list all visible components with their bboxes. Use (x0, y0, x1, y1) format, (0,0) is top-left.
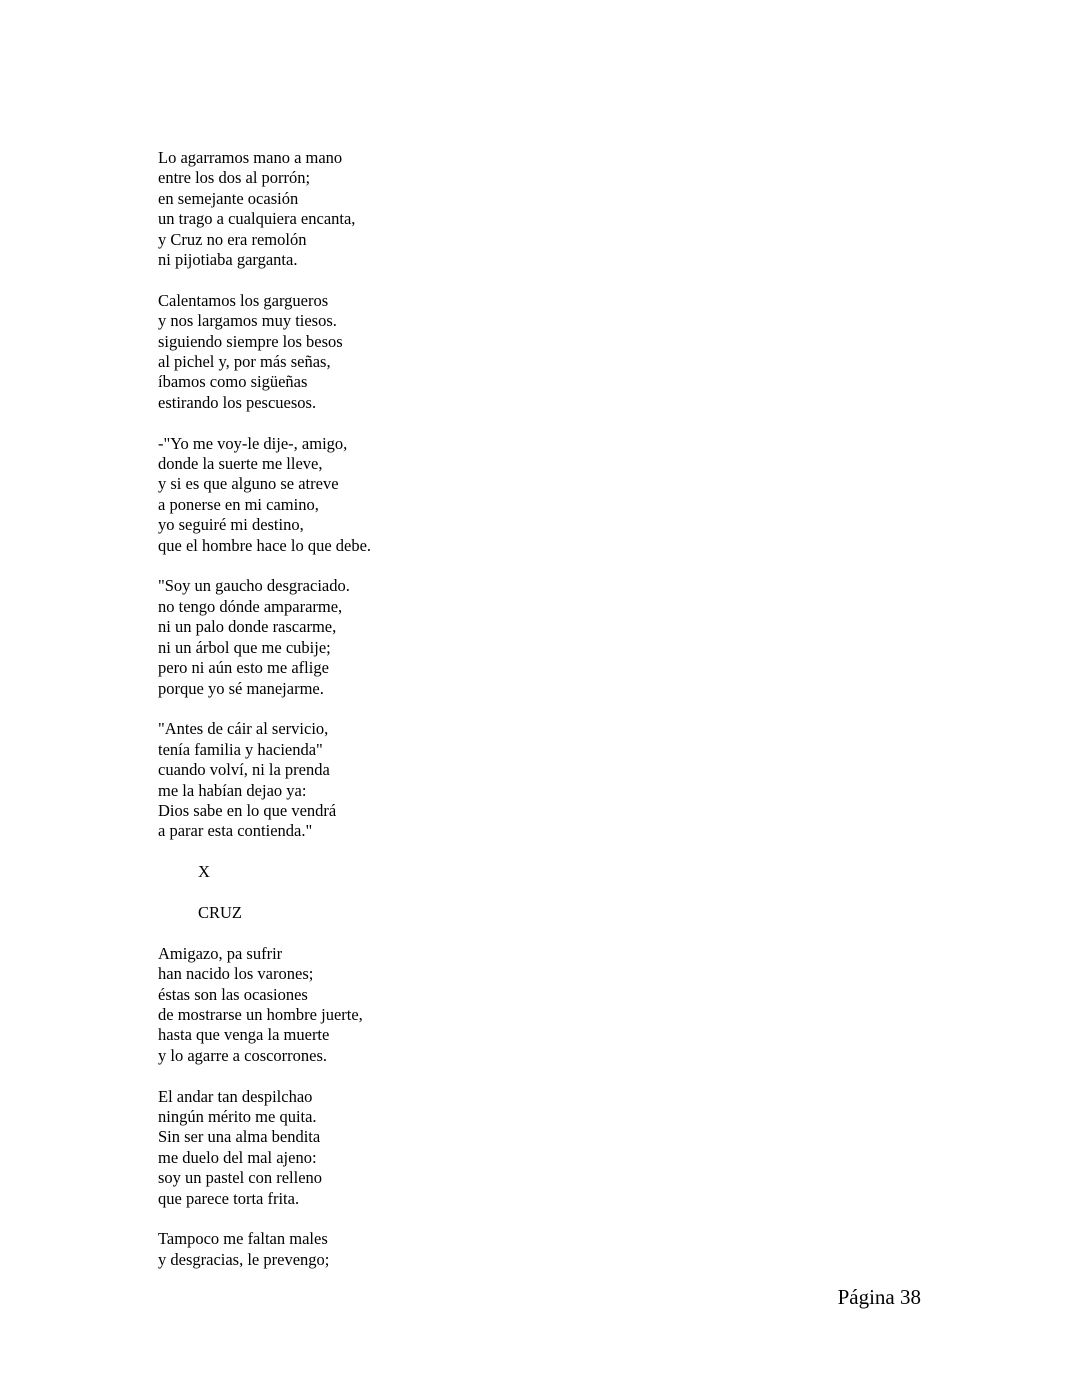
verse-line: "Antes de cáir al servicio, (158, 719, 329, 739)
verse-line: y lo agarre a coscorrones. (158, 1045, 328, 1065)
verse-line: Dios sabe en lo que vendrá (158, 800, 337, 820)
section-numeral: X (198, 862, 210, 882)
poem-body (158, 148, 758, 1291)
stanza (158, 148, 758, 270)
stanza (158, 719, 758, 841)
verse-line: ni pijotiaba garganta. (158, 250, 298, 270)
verse-line: ni un palo donde rascarme, (158, 617, 337, 637)
verse-line: -"Yo me voy-le dije-, amigo, (158, 433, 348, 453)
stanzas-after (158, 944, 758, 1270)
page-number: Página 38 (837, 1285, 921, 1309)
verse-line: estirando los pescuesos. (158, 392, 317, 412)
verse-line: íbamos como sigüeñas (158, 372, 308, 392)
verse-line: soy un pastel con relleno (158, 1168, 323, 1188)
verse-line: El andar tan despilchao (158, 1086, 313, 1106)
stanza (158, 1229, 758, 1270)
verse-line: que el hombre hace lo que debe. (158, 535, 372, 555)
verse-line: y nos largamos muy tiesos. (158, 311, 337, 331)
verse-line: Sin ser una alma bendita (158, 1127, 321, 1147)
verse-line: un trago a cualquiera encanta, (158, 209, 356, 229)
verse-line: al pichel y, por más señas, (158, 352, 331, 372)
verse-line: donde la suerte me lleve, (158, 454, 323, 474)
verse-line: en semejante ocasión (158, 188, 299, 208)
stanza (158, 434, 758, 556)
verse-line: tenía familia y hacienda" (158, 739, 323, 759)
verse-line: a ponerse en mi camino, (158, 494, 319, 514)
section-speaker: CRUZ (198, 902, 243, 922)
verse-line: me duelo del mal ajeno: (158, 1147, 317, 1167)
verse-line: y desgracias, le prevengo; (158, 1249, 330, 1269)
verse-line: entre los dos al porrón; (158, 168, 311, 188)
stanza (158, 1087, 758, 1209)
verse-line: cuando volví, ni la prenda (158, 760, 330, 780)
verse-line: yo seguiré mi destino, (158, 515, 304, 535)
verse-line: y si es que alguno se atreve (158, 474, 339, 494)
verse-line: ni un árbol que me cubije; (158, 637, 331, 657)
verse-line: Tampoco me faltan males (158, 1229, 328, 1249)
stanza (158, 944, 758, 1066)
verse-line: de mostrarse un hombre juerte, (158, 1004, 363, 1024)
verse-line: me la habían dejao ya: (158, 780, 307, 800)
verse-line: Lo agarramos mano a mano (158, 148, 343, 167)
verse-line: porque yo sé manejarme. (158, 678, 324, 698)
verse-line: ningún mérito me quita. (158, 1106, 317, 1126)
verse-line: Calentamos los gargueros (158, 290, 329, 310)
verse-line: han nacido los varones; (158, 964, 314, 984)
verse-line: Amigazo, pa sufrir (158, 943, 283, 963)
stanza (158, 576, 758, 698)
verse-line: a parar esta contienda." (158, 821, 313, 841)
verse-line: pero ni aún esto me aflige (158, 658, 329, 678)
stanzas-before (158, 148, 758, 842)
verse-line: siguiendo siempre los besos (158, 331, 343, 351)
verse-line: hasta que venga la muerte (158, 1025, 330, 1045)
verse-line: "Soy un gaucho desgraciado. (158, 576, 350, 596)
verse-line: no tengo dónde ampararme, (158, 596, 343, 616)
verse-line: que parece torta frita. (158, 1188, 300, 1208)
verse-line: y Cruz no era remolón (158, 229, 307, 249)
stanza (158, 291, 758, 413)
verse-line: éstas son las ocasiones (158, 984, 308, 1004)
